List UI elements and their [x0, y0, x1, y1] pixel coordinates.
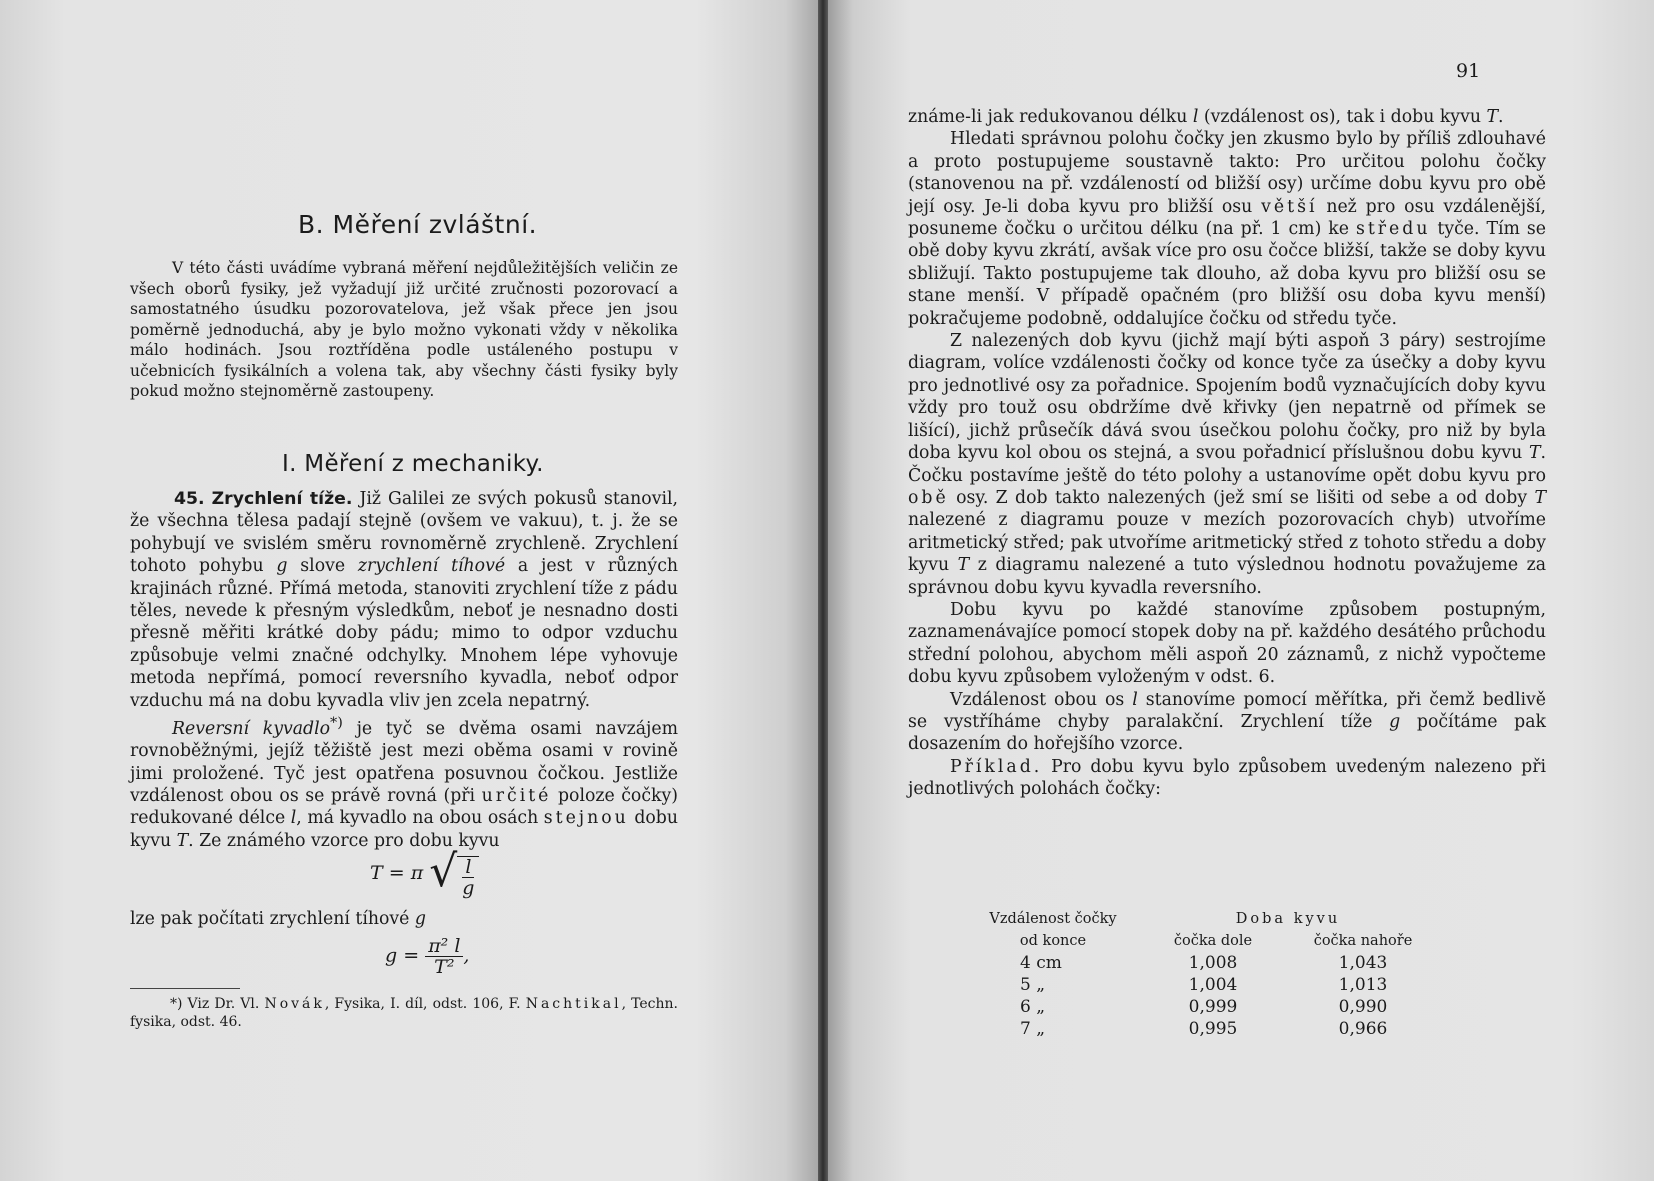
sqrt-sign: √: [429, 846, 458, 897]
article-45: [130, 488, 678, 852]
table-header-row-2: [968, 930, 1438, 952]
rp3-b: . Čočku postavíme ještě do této polohy a ustanovíme opět dobu kyvu pro: [908, 443, 1546, 486]
formula1-eq: =: [388, 862, 405, 884]
p2-text-c: , má kyvadlo na obou osách: [296, 808, 544, 829]
table-row: [968, 974, 1438, 996]
article-number: 45.: [174, 489, 205, 509]
rp2-a: Hledati správnou polohu čočky jen zkusmo bylo by příliš zdlouhavé a proto postupujeme soustavně takto: Pro určitou polohu čočky (stanovenou na př. vzdáleností od bližší osy) určíme dobu kyvu pro obě její osy. Je-li doba kyvu pro bližší osu: [908, 129, 1546, 217]
rp1-l: l: [1192, 107, 1199, 127]
rp3-T: T: [1528, 443, 1541, 464]
rp2-sp2: středu: [1355, 219, 1431, 240]
footnote-a: *) Viz Dr. Vl.: [170, 996, 265, 1012]
rp5-l: l: [1132, 689, 1138, 710]
p45-text-b: slove: [287, 556, 358, 577]
col1-header-1: Vzdálenost čočky: [989, 911, 1117, 927]
rp5-c: počítáme pak dosazením do hořejšího vzorce.: [908, 711, 1546, 755]
formula-lead-in: [130, 908, 678, 930]
rp3-d: nalezené z diagramu pouze v mezích pozorovacích chyb) utvoříme aritmetický střed; pak utvoříme aritmetický střed z tohoto středu a doby kyvu: [908, 510, 1546, 576]
upper-value: 1,043: [1338, 953, 1388, 973]
formula-period: [370, 846, 479, 899]
upper-value: 0,966: [1338, 1019, 1388, 1039]
upper-value: 0,990: [1338, 997, 1388, 1017]
term-gravitational-acceleration: zrychlení tíhové: [357, 556, 506, 577]
article-45-paragraph: [130, 488, 678, 712]
formula2-tail: ,: [463, 944, 470, 967]
footnote-author-2: Nachtikal: [525, 996, 622, 1012]
reversible-pendulum-paragraph: [130, 712, 678, 852]
dist-unit: cm: [1036, 953, 1062, 973]
book-gutter: [818, 0, 828, 1181]
dist-unit: „: [1036, 1019, 1046, 1039]
upper-value: 1,013: [1338, 975, 1388, 995]
symbol-g: g: [276, 556, 288, 577]
right-p5: [908, 689, 1546, 756]
rp2-c: tyče. Tím se obě doby kyvu zkrátí, avšak více pro osu čočce bližší, takže se doby kyvu sbližují. Takto postupujeme tak dlouho, až doba kyvu pro bližší osu se stane menší. V případě opačném (pro bližší osu doba kyvu menší) pokračujeme podobně, oddalujíce čočku od středu tyče.: [908, 219, 1547, 329]
right-p3: [908, 330, 1546, 599]
right-p6: [908, 756, 1546, 801]
p2-spaced-1: určité: [481, 786, 552, 807]
p2-text-a: je tyč se dvěma osami navzájem rovnoběžnými, jejíž těžiště jest mezi oběma osami v rovině jimi proložené. Tyč jest opatřena posuvnou čočkou. Jestliže vzdálenost obou os se právě rovná (při: [130, 718, 678, 807]
p2-text-b: poloze čočky) redukované délce: [130, 786, 678, 829]
table-row: [968, 1018, 1438, 1040]
formula2-fraction: [425, 936, 463, 977]
p3-text: lze pak počítati zrychlení tíhové: [130, 909, 415, 929]
rp6-a: Pro dobu kyvu bylo způsobem uvedeným nalezeno při jednotlivých polohách čočky:: [908, 756, 1546, 800]
col1-header-2: od konce: [1019, 933, 1087, 949]
table-row: [968, 996, 1438, 1018]
rp1-c: .: [1498, 107, 1504, 127]
table-header-row-1: [968, 908, 1438, 930]
section-heading: B. Měření zvláštní.: [298, 210, 538, 239]
rp3-T2: T: [1534, 487, 1546, 508]
intro-text: V této části uvádíme vybraná měření nejdůležitějších veličin ze všech oborů fysiky, jež vyžadují již určité zručnosti pozorovací a samostatného úsudku pozorovatelova, jež však přece jen jsou poměrně jednoduchá, aby je bylo možno vykonati vždy v několika málo hodinách. Jsou roztříděna podle ustáleného postupu v učebnicích fysikálních a volena tak, aby všechny části fysiky byly pokud možno stejnoměrně zastoupeny.: [130, 259, 678, 400]
p2-text-d: dobu kyvu: [130, 808, 678, 851]
formula2-eq: =: [403, 944, 420, 967]
rp1-T: T: [1486, 107, 1498, 127]
table-row: [968, 952, 1438, 974]
rp3-sp: obě: [908, 487, 949, 508]
lower-value: 0,995: [1188, 1019, 1238, 1039]
rp3-e: z diagramu nalezené a tuto výslednou hodnotu považujeme za správnou dobu kyvu kyvadla reversního.: [908, 555, 1547, 598]
term-reversible-pendulum: Reversní kyvadlo: [172, 718, 331, 739]
rp5-g: g: [1389, 711, 1401, 732]
right-p4: Dobu kyvu po každé stanovíme způsobem postupným, zaznamenávajíce pomocí stopek doby na př. každého desátého průchodu střední polohou, abychom měli aspoň 20 záznamů, z nichž vypočteme dobu kyvu způsobem vyloženým v odst. 6.: [908, 599, 1546, 688]
subsection-heading: I. Měření z mechaniky.: [282, 451, 544, 477]
rp5-a: Vzdálenost obou os: [950, 689, 1133, 710]
rp3-T3: T: [957, 555, 970, 576]
rp1-b: (vzdálenost os), tak i dobu kyvu: [1198, 107, 1487, 127]
rp6-example: Příklad.: [950, 756, 1043, 777]
formula1-lhs: T: [370, 862, 383, 884]
formula2-lhs: g: [385, 944, 398, 967]
footnote: [130, 995, 678, 1031]
dist-unit: „: [1036, 975, 1046, 995]
row-distance: [968, 996, 1138, 1018]
right-page: [828, 0, 1654, 1181]
data-table: [968, 908, 1438, 1040]
symbol-l: l: [290, 808, 297, 829]
article-title: Zrychlení tíže.: [211, 489, 353, 509]
row-distance: [968, 1018, 1138, 1040]
formula1-sqrt: [429, 846, 479, 899]
formula-gravity: [385, 936, 469, 977]
dist-value: 4: [1020, 953, 1031, 973]
lower-value: 0,999: [1188, 997, 1238, 1017]
footnote-b: , Fysika, I. díl, odst. 106, F.: [324, 996, 526, 1012]
col2-header: čočka dole: [1173, 933, 1253, 949]
rp3-c: osy. Z dob takto nalezených (jež smí se lišiti od sebe a od doby: [948, 487, 1535, 508]
dist-unit: „: [1036, 997, 1046, 1017]
symbol-g-2: g: [414, 909, 426, 929]
rp5-b: stanovíme pomocí měřítka, při čemž bedlivě se vystříháme chyby paralakční. Zrychlení tíže: [908, 689, 1546, 732]
symbol-T: T: [176, 830, 189, 851]
rp2-b: než pro osu vzdálenější, posuneme čočku o určitou délku (na př. 1 cm) ke: [908, 196, 1547, 240]
formula1-fraction: [457, 856, 479, 898]
p45-text-c: a jest v různých krajinách různé. Přímá metoda, stanoviti zrychlení tíže z pádu těles, nevede k přesným výsledkům, neboť je nesnadno dosti přesně měřiti krátké doby pádu; mimo to odpor vzduchu způsobuje velmi značné odchylky. Mnohem lépe vyhovuje metoda nepřímá, pomocí reversního kyvadla, neboť odpor vzduchu má na dobu kyvadla vliv jen zcela nepatrný.: [130, 556, 678, 711]
right-body: [908, 106, 1546, 801]
formula2-den: T²: [434, 956, 455, 978]
footnote-c: , Techn. fysika, odst. 46.: [130, 996, 678, 1030]
row-distance: [968, 974, 1138, 996]
formula1-num: l: [462, 857, 474, 878]
right-p1: [908, 106, 1546, 128]
intro-paragraph: [130, 258, 678, 402]
formula1-pi: π: [410, 862, 424, 884]
col3-header: čočka nahoře: [1313, 933, 1413, 949]
dist-value: 6: [1020, 997, 1031, 1017]
footnote-text: [130, 995, 678, 1031]
page-number: 91: [1456, 60, 1481, 82]
rp2-sp1: větší: [1261, 196, 1318, 217]
p45-text-a: Již Galilei ze svých pokusů stanovil, že všechna tělesa padají stejně (ovšem ve vakuu), t. j. že se pohybují ve svislém směru rovnoměrně zrychleně. Zrychlení tohoto pohybu: [130, 489, 679, 577]
p2-text-e: . Ze známého vzorce pro dobu kyvu: [188, 830, 500, 851]
left-page: [0, 0, 818, 1181]
group-header: Doba kyvu: [1235, 911, 1341, 927]
dist-value: 7: [1020, 1019, 1031, 1039]
lower-value: 1,008: [1188, 953, 1238, 973]
footnote-author-1: Novák: [264, 996, 325, 1012]
lower-value: 1,004: [1188, 975, 1238, 995]
right-p2: [908, 128, 1546, 330]
row-distance: [968, 952, 1138, 974]
footnote-rule: [130, 988, 240, 989]
p2-spaced-2: stejnou: [543, 808, 629, 829]
footnote-mark: *): [330, 715, 343, 732]
dist-value: 5: [1020, 975, 1031, 995]
formula2-num: π² l: [425, 936, 463, 957]
rp3-a: Z nalezených dob kyvu (jichž mají býti aspoň 3 páry) sestrojíme diagram, volíce vzdálenosti čočky od konce tyče za úsečky a doby kyvu pro jednotlivé osy za pořadnice. Spojením bodů vyznačujících doby kyvu vždy pro touž osu obdržíme dvě křivky (jen nepatrně od přímek se lišící), jichž průsečík dává svou úsečkou polohu čočky, pro niž by byla doba kyvu kol obou os stejná, a svou pořadnicí příslušnou dobu kyvu: [908, 331, 1546, 464]
measurement-table: [968, 908, 1438, 1040]
rp1-a: známe-li jak redukovanou délku: [908, 107, 1193, 127]
formula1-den: g: [462, 877, 475, 899]
